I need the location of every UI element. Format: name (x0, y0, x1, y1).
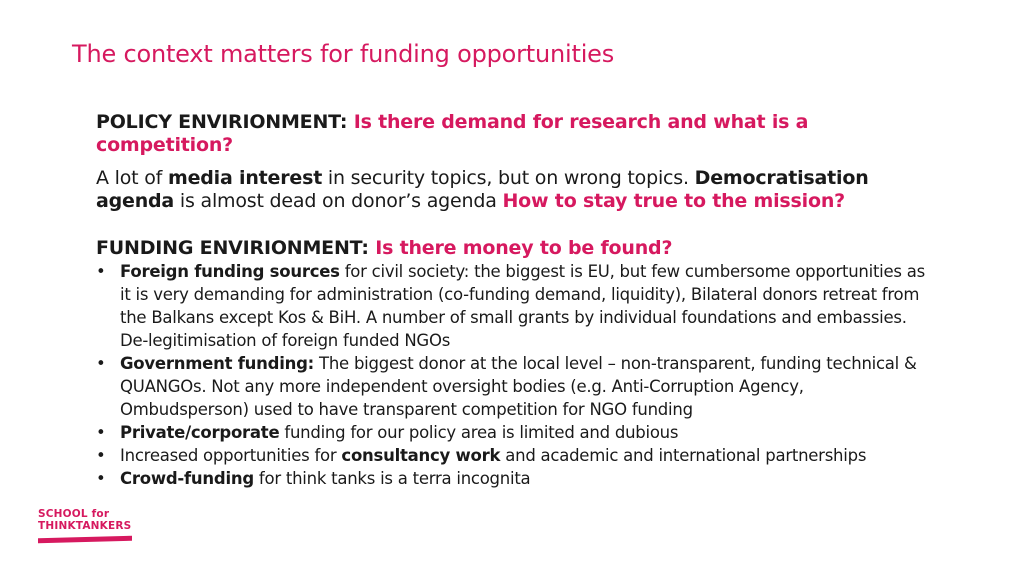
list-item (96, 421, 936, 444)
bullet-text: for civil society: the biggest is EU, but few cumbersome opportunities as it is very demanding for administration (co-funding demand, liquidity), Bilateral donors retreat from the Balkans except Kos & BiH. A number of small grants by individual foundations and embassies. De-legitimisation of foreign funded NGOs (120, 262, 925, 350)
policy-text: A lot of (96, 167, 168, 189)
bullet-icon: • (96, 262, 106, 281)
policy-text: in security topics, but on wrong topics. (322, 167, 695, 189)
logo-line-2: THINKTANKERS (38, 520, 132, 532)
logo-line-1: SCHOOL for (38, 508, 110, 520)
policy-question: Is there demand for research and what is a competition? (96, 111, 809, 156)
funding-heading (96, 237, 936, 260)
bullet-icon: • (96, 469, 106, 488)
bullet-text: and academic and international partnerships (500, 446, 867, 465)
slide-content (96, 111, 936, 490)
bullet-bold: Private/corporate (120, 423, 280, 442)
bullet-text: Increased opportunities for (120, 446, 342, 465)
policy-text-bold: Democratisation agenda (96, 167, 869, 212)
policy-mission-question: How to stay true to the mission? (502, 190, 845, 212)
bullet-bold: Crowd-funding (120, 469, 254, 488)
logo-underline (38, 536, 132, 543)
school-for-thinktankers-logo (38, 508, 134, 544)
policy-label: POLICY ENVIRIONMENT: (96, 111, 354, 133)
funding-bullet-list (96, 260, 936, 490)
bullet-text: funding for our policy area is limited and dubious (279, 423, 679, 442)
bullet-text: The biggest donor at the local level – non-transparent, funding technical & QUANGOs. Not any more independent oversight bodies (e.g. Anti-Corruption Agency, Ombudsperson) used to have transparent competition for NGO funding (120, 354, 917, 419)
list-item (96, 352, 936, 421)
bullet-text: for think tanks is a terra incognita (253, 469, 531, 488)
list-item (96, 444, 936, 467)
policy-text: is almost dead on donor’s agenda (174, 190, 503, 212)
list-item (96, 467, 936, 490)
bullet-bold: consultancy work (341, 446, 501, 465)
slide-title: The context matters for funding opportunities (72, 40, 615, 68)
funding-question: Is there money to be found? (375, 237, 673, 259)
bullet-icon: • (96, 354, 106, 373)
funding-label: FUNDING ENVIRIONMENT: (96, 237, 376, 259)
policy-text-bold: media interest (167, 167, 323, 189)
bullet-bold: Government funding: (120, 354, 315, 373)
bullet-icon: • (96, 423, 106, 442)
bullet-icon: • (96, 446, 106, 465)
bullet-bold: Foreign funding sources (120, 262, 340, 281)
list-item (96, 260, 936, 352)
policy-heading (96, 111, 936, 157)
policy-body (96, 167, 936, 213)
